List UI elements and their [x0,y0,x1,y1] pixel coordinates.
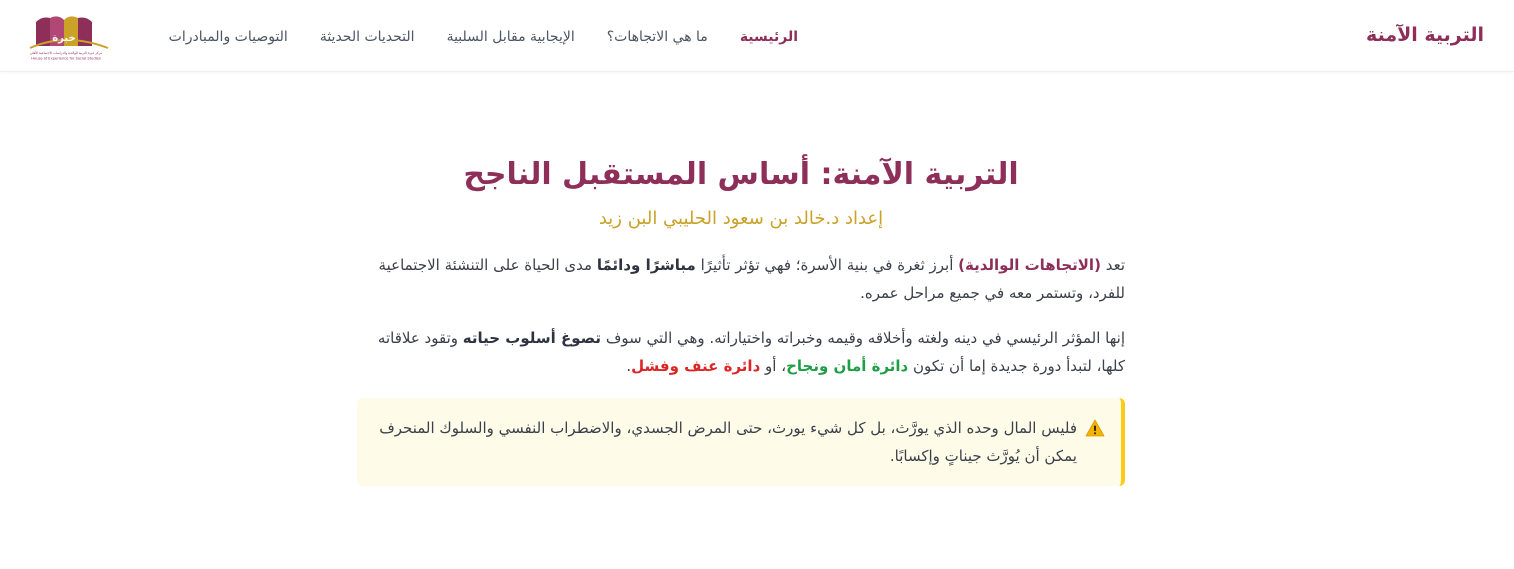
intro-text-3: مدى الحياة على التنشئة الاجتماعية للفرد، وتستمر معه في جميع مراحل عمره. [378,256,1125,302]
logo-wordmark: خبرة [52,33,76,44]
influence-text-2: وتقود علاقاته كلها، لتبدأ دورة جديدة إما أن تكون [377,329,1125,375]
nav-item-recommendations [169,26,288,45]
violence-circle-highlight: دائرة عنف وفشل [631,357,761,375]
logo-caption: House of Experience for Social Studies [31,56,101,61]
intro-text-2: أبرز ثغرة في بنية الأسرة؛ فهي تؤثر تأثيرًا [695,256,959,274]
author-subtitle: إعداد د.خالد بن سعود الحليبي البن زيد [598,208,884,229]
direct-permanent-highlight: مباشرًا ودائمًا [596,256,696,274]
nav-item-modern-challenges [320,26,415,45]
site-logo[interactable] [18,10,114,62]
nav-item-positive-vs-negative [447,26,575,45]
nav-link-modern-challenges[interactable]: التحديات الحديثة [319,29,415,45]
influence-paragraph [357,324,1125,380]
nav-item-what-are-attitudes [607,26,708,45]
influence-text-3: ، أو [760,357,787,375]
influence-text-4: . [626,357,632,375]
intro-text-1: تعد [1100,256,1125,274]
parental-attitudes-highlight: (الاتجاهات الوالدية) [958,256,1101,274]
safety-circle-highlight: دائرة أمان ونجاح [786,357,909,375]
brand-title[interactable]: التربية الآمنة [1366,24,1484,46]
nav-links [169,26,798,45]
nav-item-home [740,26,798,45]
nav-link-home[interactable]: الرئيسية [739,29,798,45]
navbar [0,0,1514,72]
main-content [357,155,1125,486]
page-title: التربية الآمنة: أساس المستقبل الناجح [463,157,1019,192]
warning-alert [357,398,1125,486]
logo-caption-ar: مركز خبرة التربية الوالدية والدراسات الاجتماعية الأهلي [29,51,103,55]
intro-paragraph [357,251,1125,307]
lifestyle-highlight: تصوغ أسلوب حياته [462,329,602,347]
warning-text: فليس المال وحده الذي يورَّث، بل كل شيء يورث، حتى المرض الجسدي، والاضطراب النفسي والسلوك المنحرف يمكن أن يُورَّث جيناتٍ وإكسابًا. [379,419,1077,465]
warning-icon [1085,418,1105,438]
nav-link-recommendations[interactable]: التوصيات والمبادرات [168,29,288,45]
influence-text-1: إنها المؤثر الرئيسي في دينه ولغته وأخلاقه وقيمه وخبراته واختياراته. وهي التي سوف [601,329,1125,347]
nav-link-what-are-attitudes[interactable]: ما هي الاتجاهات؟ [606,29,708,45]
nav-link-positive-vs-negative[interactable]: الإيجابية مقابل السلبية [446,29,575,45]
